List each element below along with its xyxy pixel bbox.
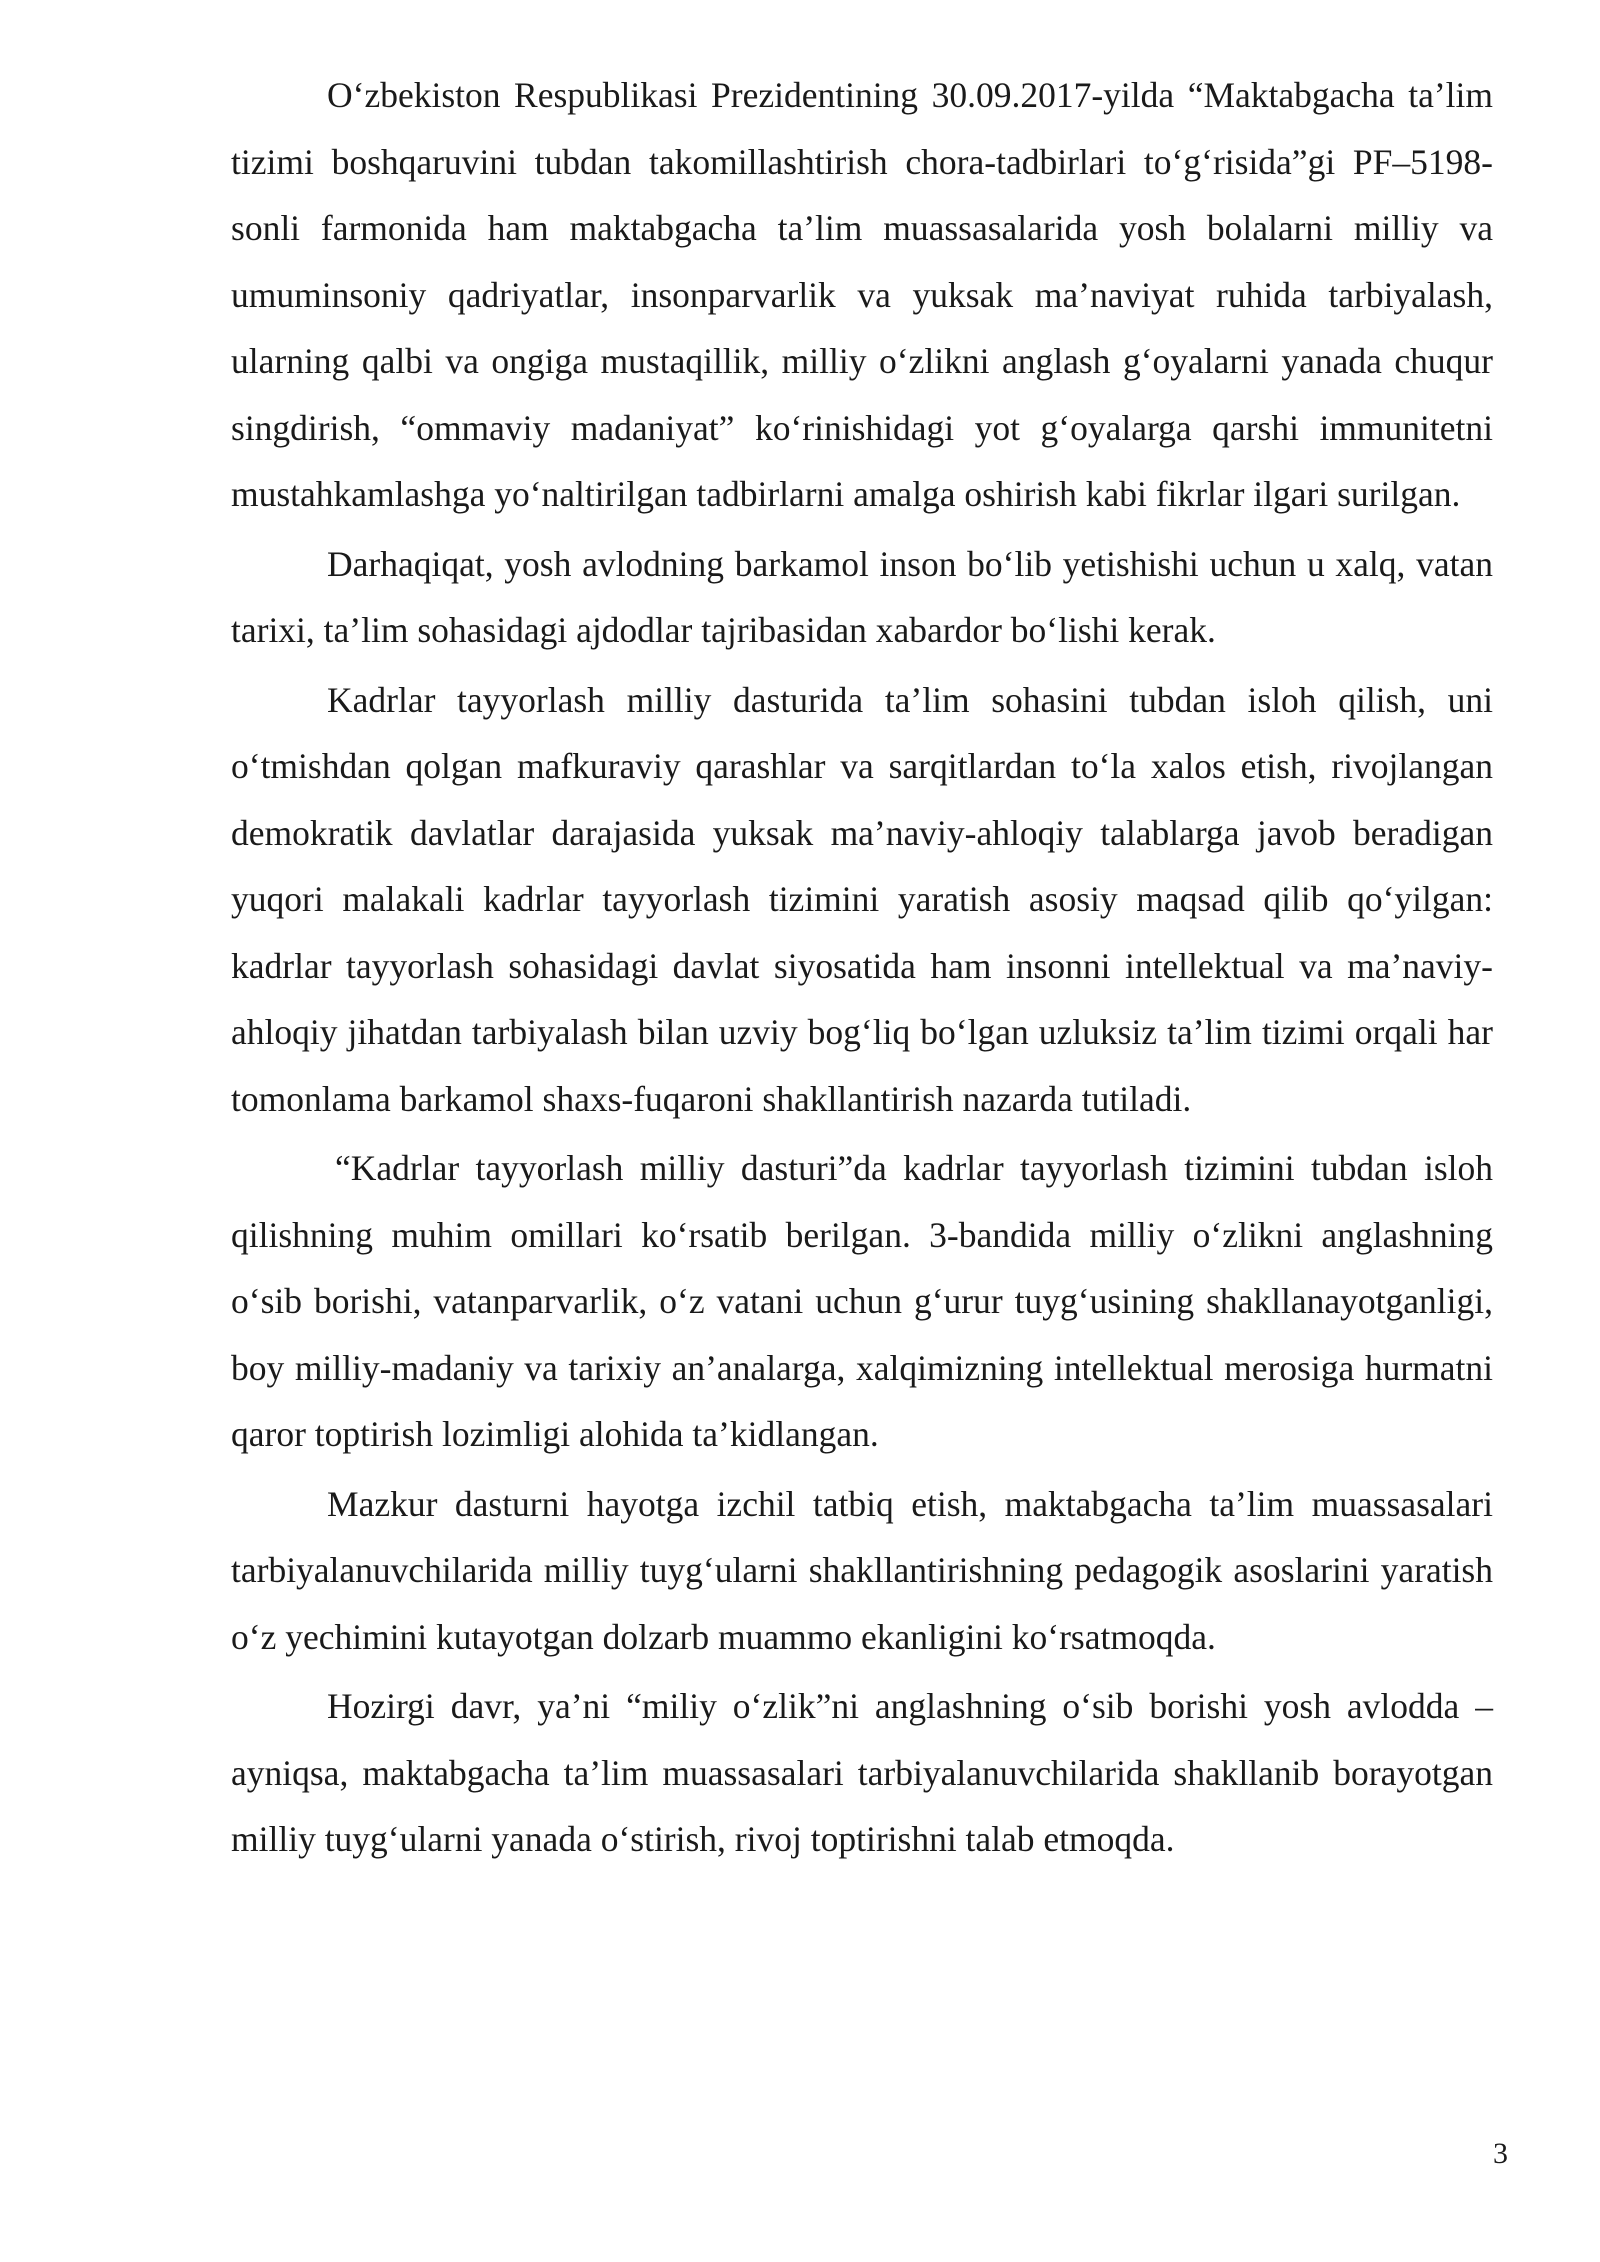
paragraph-presidential-decree: O‘zbekiston Respublikasi Prezidentining 30.09.2017-yilda “Maktabgacha ta’lim tizimi boshqaruvini tubdan takomillashtirish chora-tadbirlari to‘g‘risida”gi PF–5198-sonli farmonida ham maktabgacha ta’lim muassasalarida yosh bolalarni milliy va umuminsoniy qadriyatlar, insonparvarlik va yuksak ma’naviyat ruhida tarbiyalash, ularning qalbi va ongiga mustaqillik, milliy o‘zlikni anglash g‘oyalarni yanada chuqur singdirish, “ommaviy madaniyat” ko‘rinishidagi yot g‘oyalarga qarshi immunitetni mustahkamlashga yo‘naltirilgan tadbirlarni amalga oshirish kabi fikrlar ilgari surilgan. [231, 75, 1493, 514]
paragraph-program-reform: “Kadrlar tayyorlash milliy dasturi”da kadrlar tayyorlash tizimini tubdan isloh qilishning muhim omillari ko‘rsatib berilgan. 3-bandida milliy o‘zlikni anglashning o‘sib borishi, vatanparvarlik, o‘z vatani uchun g‘urur tuyg‘usining shakllanayotganligi, boy milliy-madaniy va tarixiy an’analarga, xalqimizning intellektual merosiga hurmatni qaror toptirish lozimligi alohida ta’kidlangan. [231, 1148, 1493, 1454]
paragraph-young-generation: Darhaqiqat, yosh avlodning barkamol inson bo‘lib yetishishi uchun u xalq, vatan tarixi, ta’lim sohasidagi ajdodlar tajribasidan xabardor bo‘lishi kerak. [231, 543, 1493, 650]
body-text [231, 62, 1493, 1873]
paragraph-current-period: Hozirgi davr, ya’ni “miliy o‘zlik”ni anglashning o‘sib borishi yosh avlodda – ayniqsa, maktabgacha ta’lim muassasalari tarbiyalanuvchilarida shakllanib borayotgan milliy tuyg‘ularni yanada o‘stirish, rivoj toptirishni talab etmoqda. [231, 1686, 1493, 1859]
paragraph-national-program: Kadrlar tayyorlash milliy dasturida ta’lim sohasini tubdan isloh qilish, uni o‘tmishdan qolgan mafkuraviy qarashlar va sarqitlardan to‘la xalos etish, rivojlangan demokratik davlatlar darajasida yuksak ma’naviy-ahloqiy talablarga javob beradigan yuqori malakali kadrlar tayyorlash tizimini yaratish asosiy maqsad qilib qo‘yilgan: kadrlar tayyorlash sohasidagi davlat siyosatida ham insonni intellektual va ma’naviy-ahloqiy jihatdan tarbiyalash bilan uzviy bog‘liq bo‘lgan uzluksiz ta’lim tizimi orqali har tomonlama barkamol shaxs-fuqaroni shakllantirish nazarda tutiladi. [231, 679, 1493, 1119]
paragraph-program-implementation: Mazkur dasturni hayotga izchil tatbiq etish, maktabgacha ta’lim muassasalari tarbiyalanuvchilarida milliy tuyg‘ularni shakllantirishning pedagogik asoslarini yaratish o‘z yechimini kutayotgan dolzarb muammo ekanligini ko‘rsatmoqda. [231, 1483, 1493, 1657]
page-number: 3 [1493, 2137, 1508, 2170]
